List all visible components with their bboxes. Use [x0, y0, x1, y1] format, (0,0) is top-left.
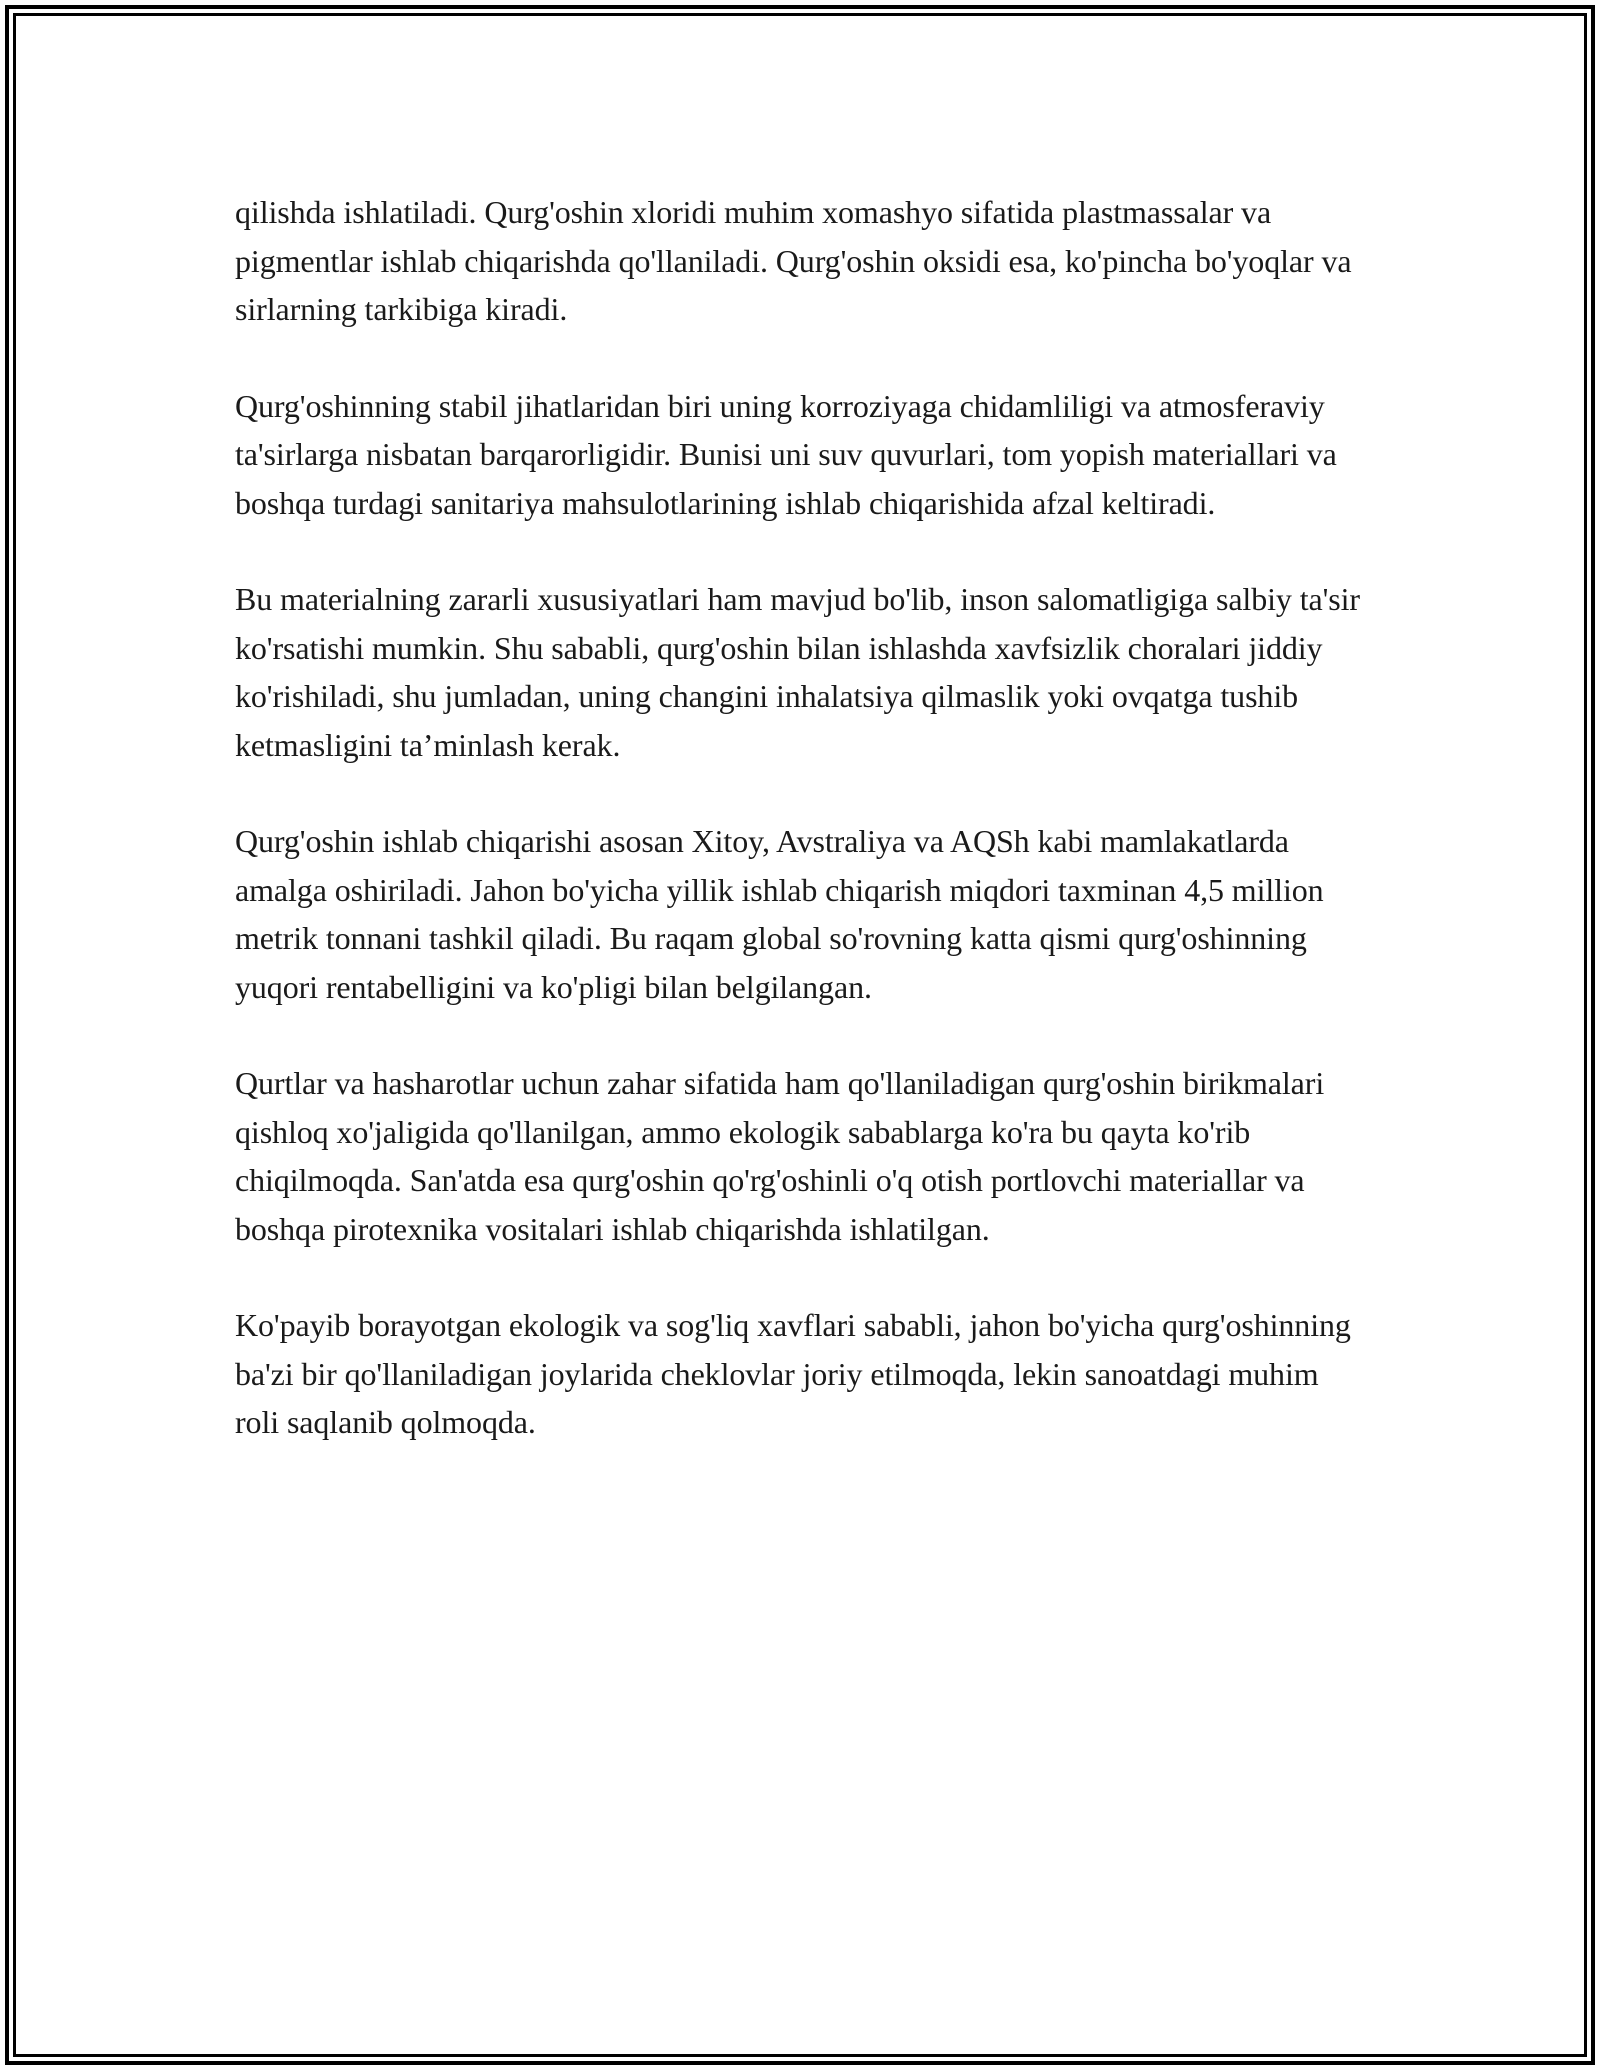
- paragraph-1: qilishda ishlatiladi. Qurg'oshin xloridi muhim xomashyo sifatida plastmassalar va pigmentlar ishlab chiqarishda qo'llaniladi. Qurg'oshin oksidi esa, ko'pincha bo'yoqlar va sirlarning tarkibiga kiradi.: [235, 194, 1352, 327]
- paragraph-3: Bu materialning zararli xususiyatlari ham mavjud bo'lib, inson salomatligiga salbiy ta'sir ko'rsatishi mumkin. Shu sababli, qurg'oshin bilan ishlashda xavfsizlik choralari jiddiy ko'rishiladi, shu jumladan, uning changini inhalatsiya qilmaslik yoki ovqatga tushib ketmasligini ta’minlash kerak.: [235, 581, 1360, 763]
- document-body: [235, 188, 1365, 1495]
- paragraph-5: Qurtlar va hasharotlar uchun zahar sifatida ham qo'llaniladigan qurg'oshin birikmalari qishloq xo'jaligida qo'llanilgan, ammo ekologik sabablarga ko'ra bu qayta ko'rib chiqilmoqda. San'atda esa qurg'oshin qo'rg'oshinli o'q otish portlovchi materiallar va boshqa pirotexnika vositalari ishlab chiqarishda ishlatilgan.: [235, 1065, 1325, 1247]
- paragraph-2: Qurg'oshinning stabil jihatlaridan biri uning korroziyaga chidamliligi va atmosferaviy ta'sirlarga nisbatan barqarorligidir. Bunisi uni suv quvurlari, tom yopish materiallari va boshqa turdagi sanitariya mahsulotlarining ishlab chiqarishida afzal keltiradi.: [235, 387, 1337, 521]
- paragraph-6: Ko'payib borayotgan ekologik va sog'liq xavflari sababli, jahon bo'yicha qurg'oshinning ba'zi bir qo'llaniladigan joylarida cheklovlar joriy etilmoqda, lekin sanoatdagi muhim roli saqlanib qolmoqda.: [235, 1307, 1351, 1440]
- paragraph-4: Qurg'oshin ishlab chiqarishi asosan Xitoy, Avstraliya va AQSh kabi mamlakatlarda amalga oshiriladi. Jahon bo'yicha yillik ishlab chiqarish miqdori taxminan 4,5 million metrik tonnani tashkil qiladi. Bu raqam global so'rovning katta qismi qurg'oshinning yuqori rentabelligini va ko'pligi bilan belgilangan.: [235, 823, 1324, 1005]
